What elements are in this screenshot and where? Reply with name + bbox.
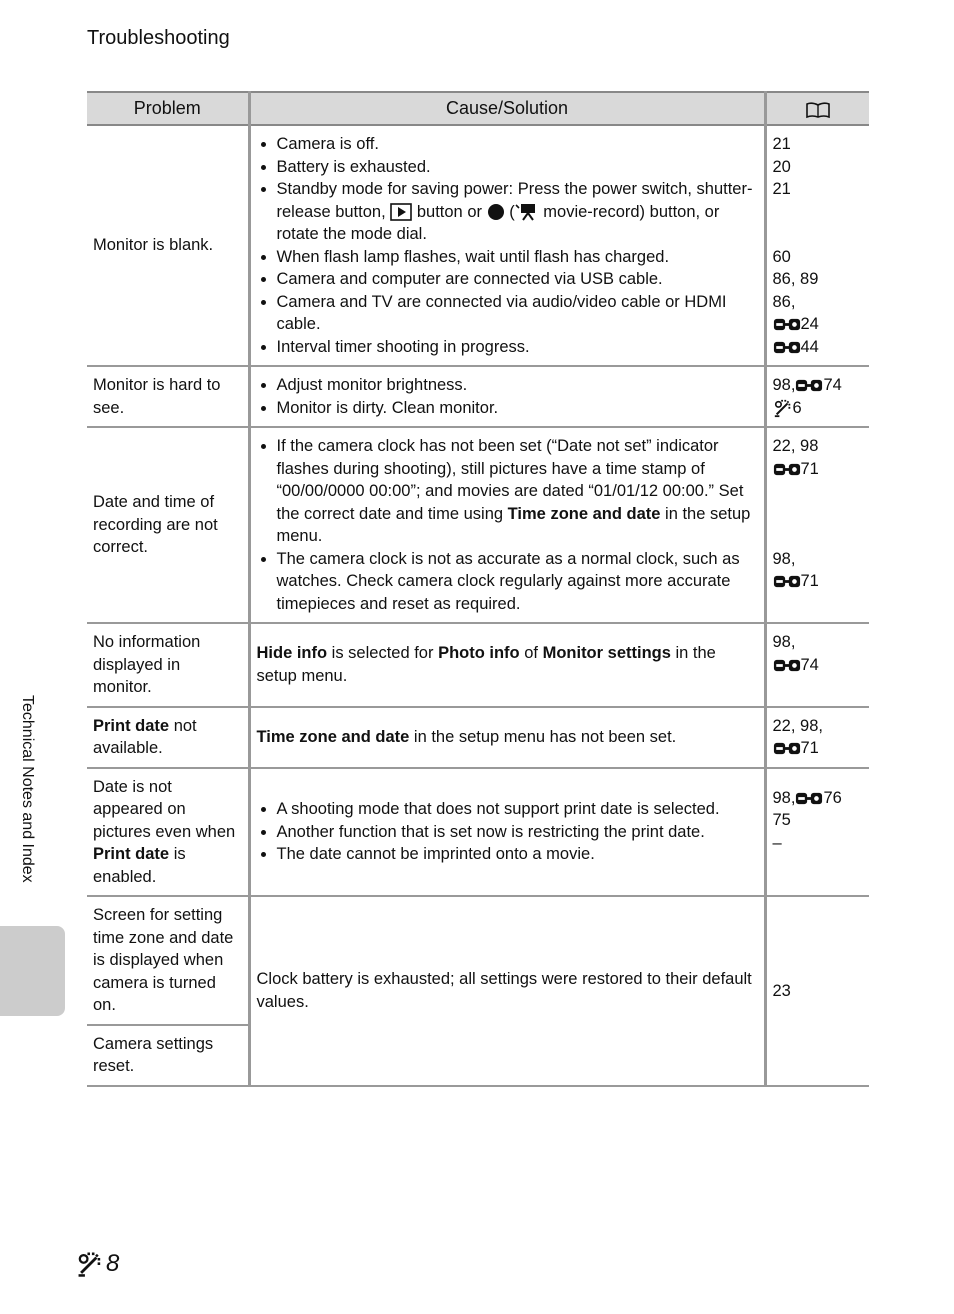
header-problem: Problem xyxy=(87,92,249,125)
page-ref[interactable]: 71 xyxy=(773,458,864,481)
table-row xyxy=(87,896,869,1025)
page-ref[interactable]: 22, 98 xyxy=(772,437,819,455)
page-ref[interactable]: 60 xyxy=(772,247,791,266)
table-header-row xyxy=(87,92,869,125)
page-ref[interactable]: 21 xyxy=(772,135,791,153)
side-tab xyxy=(0,926,65,1016)
list-item: • Another function that is set now is restricting the print date. xyxy=(277,821,758,844)
page-ref[interactable]: 20 xyxy=(772,157,791,176)
problem-cell: No information displayed in monitor. xyxy=(87,623,249,707)
page-ref[interactable]: 24 xyxy=(773,313,864,336)
reference-section-icon xyxy=(773,657,801,674)
reference-cell xyxy=(765,707,869,768)
reference-section-icon xyxy=(773,461,801,478)
page-ref: – xyxy=(772,833,782,852)
header-reference xyxy=(765,92,869,125)
reference-section-icon xyxy=(773,740,801,757)
reference-cell xyxy=(765,623,869,707)
page-ref[interactable]: 86, xyxy=(772,292,796,311)
problem-cell: Camera settings reset. xyxy=(87,1025,249,1086)
list-item: • Interval timer shooting in progress. xyxy=(277,336,758,359)
side-tab-label: Technical Notes and Index xyxy=(19,695,36,883)
list-item: • The camera clock is not as accurate as a normal clock, such as watches. Check camera clock regularly against more accurate timepieces and reset as required. xyxy=(277,548,758,616)
page-ref[interactable]: 71 xyxy=(773,570,864,593)
list-item: • Camera is off. xyxy=(277,133,758,156)
cause-cell xyxy=(249,366,765,427)
list-item: • Monitor is dirty. Clean monitor. xyxy=(277,397,758,420)
table-row xyxy=(87,427,869,623)
cause-cell: Hide info is selected for Photo info of Monitor settings in the setup menu. xyxy=(249,623,765,707)
list-item: • Battery is exhausted. xyxy=(277,156,758,179)
page-ref[interactable]: 98, 74 xyxy=(772,376,842,394)
page-ref[interactable]: 75 xyxy=(772,811,791,830)
page-ref[interactable]: 71 xyxy=(773,737,864,760)
cause-cell: Clock battery is exhausted; all settings were restored to their default values. xyxy=(249,896,765,1086)
problem-cell: Date and time of recording are not correct. xyxy=(87,427,249,623)
record-button-icon xyxy=(487,203,505,221)
cause-cell xyxy=(249,125,765,366)
reference-section-icon xyxy=(773,339,801,356)
table-row xyxy=(87,125,869,366)
book-icon xyxy=(805,101,831,119)
table-row xyxy=(87,623,869,707)
page-ref[interactable]: 6 xyxy=(773,397,864,420)
reference-cell xyxy=(765,366,869,427)
list-item: • Adjust monitor brightness. xyxy=(277,374,758,397)
problem-cell: Screen for setting time zone and date is displayed when camera is turned on. xyxy=(87,896,249,1025)
page-ref[interactable]: 98, xyxy=(772,549,796,568)
cause-cell: Time zone and date in the setup menu has not been set. xyxy=(249,707,765,768)
list-item: • If the camera clock has not been set (“Date not set” indicator flashes during shooting), still pictures have a time stamp of “00/00/0000 00:00”; and movies are dated “01/01/12 00:00.” Set the correct date and time using Time zone and date in the setup menu. xyxy=(277,435,758,548)
list-item: • Camera and computer are connected via USB cable. xyxy=(277,268,758,291)
page-ref[interactable]: 44 xyxy=(773,336,864,359)
movie-camera-icon xyxy=(515,203,539,221)
technical-notes-icon xyxy=(773,398,793,418)
list-item: • Camera and TV are connected via audio/video cable or HDMI cable. xyxy=(277,291,758,336)
page-ref[interactable]: 21 xyxy=(772,180,791,198)
play-button-icon xyxy=(390,203,412,221)
problem-cell: Print date not available. xyxy=(87,707,249,768)
list-item: • Standby mode for saving power: Press the power switch, shutter-release button, button or ( movie-record) button, or rotate the mode dial. xyxy=(277,178,758,246)
table-row xyxy=(87,707,869,768)
problem-cell: Date is not appeared on pictures even when Print date is enabled. xyxy=(87,768,249,897)
reference-section-icon xyxy=(795,790,823,807)
reference-cell xyxy=(765,896,869,1086)
reference-cell xyxy=(765,768,869,897)
page-ref[interactable]: 74 xyxy=(773,654,864,677)
reference-section-icon xyxy=(773,316,801,333)
header-cause-solution: Cause/Solution xyxy=(249,92,765,125)
reference-section-icon xyxy=(773,573,801,590)
page-ref[interactable]: 22, 98, xyxy=(772,716,823,735)
table-row xyxy=(87,768,869,897)
technical-notes-icon xyxy=(76,1250,104,1278)
reference-section-icon xyxy=(795,377,823,394)
page-ref[interactable]: 98, 76 xyxy=(772,788,842,807)
cause-cell xyxy=(249,427,765,623)
list-item: • When flash lamp flashes, wait until flash has charged. xyxy=(277,246,758,269)
reference-cell xyxy=(765,427,869,623)
section-title: Troubleshooting xyxy=(87,27,230,49)
table-row xyxy=(87,366,869,427)
problem-cell: Monitor is blank. xyxy=(87,125,249,366)
cause-cell xyxy=(249,768,765,897)
list-item: • A shooting mode that does not support print date is selected. xyxy=(277,798,758,821)
page-ref[interactable]: 98, xyxy=(772,633,796,651)
reference-cell xyxy=(765,125,869,366)
problem-cell: Monitor is hard to see. xyxy=(87,366,249,427)
troubleshooting-table xyxy=(87,91,869,1087)
page-number: 8 xyxy=(76,1250,119,1278)
list-item: • The date cannot be imprinted onto a movie. xyxy=(277,843,758,866)
page-ref[interactable]: 86, 89 xyxy=(772,270,819,288)
page-ref[interactable]: 23 xyxy=(772,981,791,1000)
